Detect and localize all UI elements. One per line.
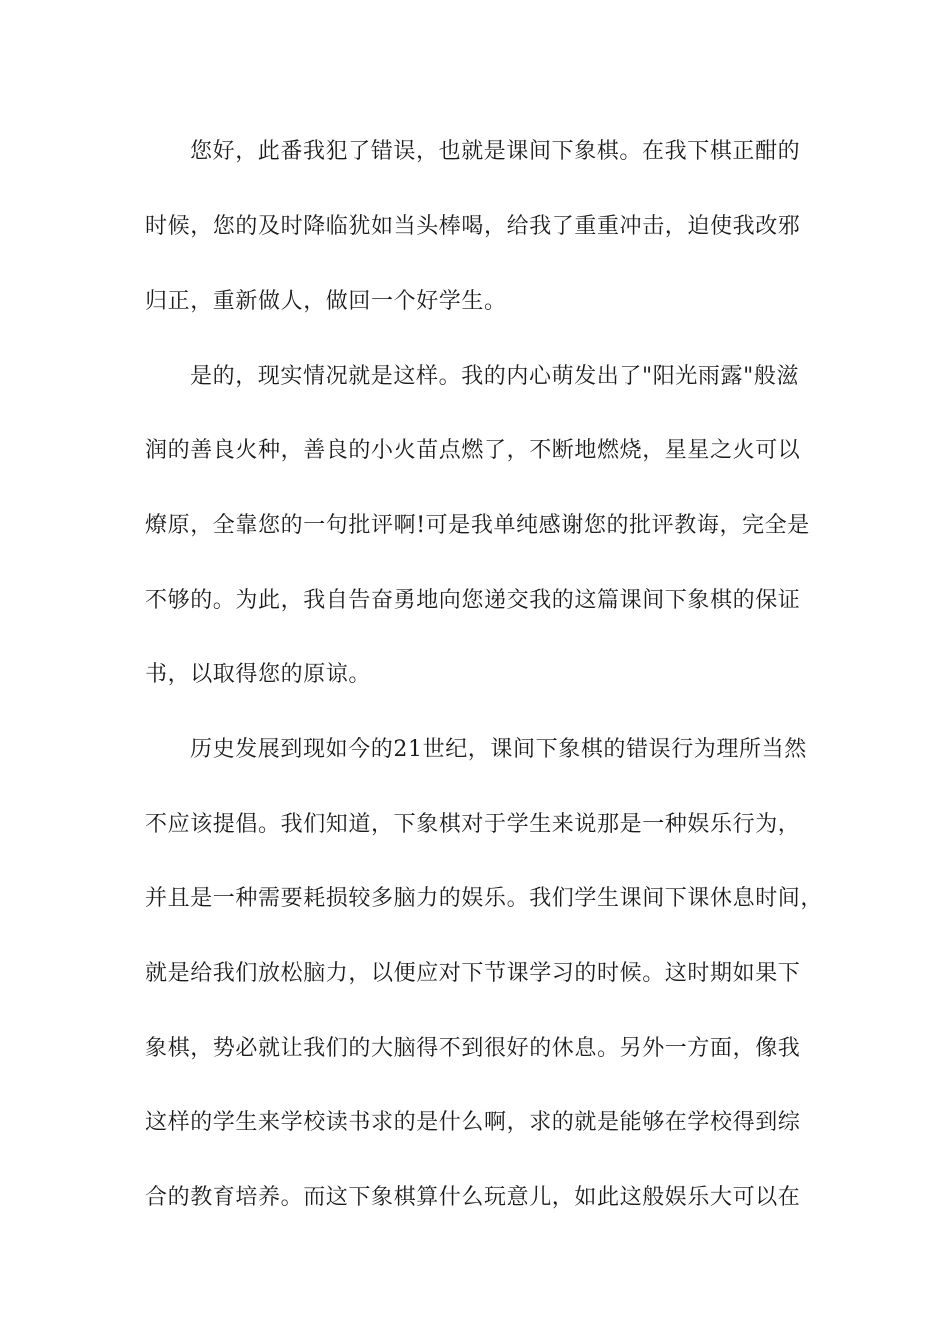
paragraph-1-line-2: 时候，您的及时降临犹如当头棒喝，给我了重重冲击，迫使我改邪: [145, 214, 801, 239]
paragraph-2-line-5: 书，以取得您的原谅。: [145, 662, 372, 687]
paragraph-3-line-6: 这样的学生来学校读书求的是什么啊，求的就是能够在学校得到综: [145, 1110, 801, 1135]
paragraph-2-line-3: 燎原，全靠您的一句批评啊!可是我单纯感谢您的批评教诲，完全是: [145, 513, 810, 538]
paragraph-3-line-1: 历史发展到现如今的21世纪，课间下象棋的错误行为理所当然: [190, 737, 807, 762]
paragraph-3-line-2: 不应该提倡。我们知道，下象棋对于学生来说那是一种娱乐行为，: [145, 812, 801, 837]
paragraph-2-line-2: 润的善良火种，善良的小火苗点燃了，不断地燃烧，星星之火可以: [145, 438, 801, 463]
paragraph-1-line-1: 您好，此番我犯了错误，也就是课间下象棋。在我下棋正酣的: [190, 139, 801, 164]
paragraph-1-line-3: 归正，重新做人，做回一个好学生。: [145, 289, 507, 314]
paragraph-2-line-1: 是的，现实情况就是这样。我的内心萌发出了"阳光雨露"般滋: [190, 364, 800, 389]
paragraph-3-line-4: 就是给我们放松脑力，以便应对下节课学习的时候。这时期如果下: [145, 961, 801, 986]
paragraph-3-line-3: 并且是一种需要耗损较多脑力的娱乐。我们学生课间下课休息时间，: [145, 886, 824, 911]
paragraph-3-line-5: 象棋，势必就让我们的大脑得不到很好的休息。另外一方面，像我: [145, 1036, 801, 1061]
paragraph-3-line-7: 合的教育培养。而这下象棋算什么玩意儿，如此这般娱乐大可以在: [145, 1185, 801, 1210]
paragraph-2-line-4: 不够的。为此，我自告奋勇地向您递交我的这篇课间下象棋的保证: [145, 588, 801, 613]
